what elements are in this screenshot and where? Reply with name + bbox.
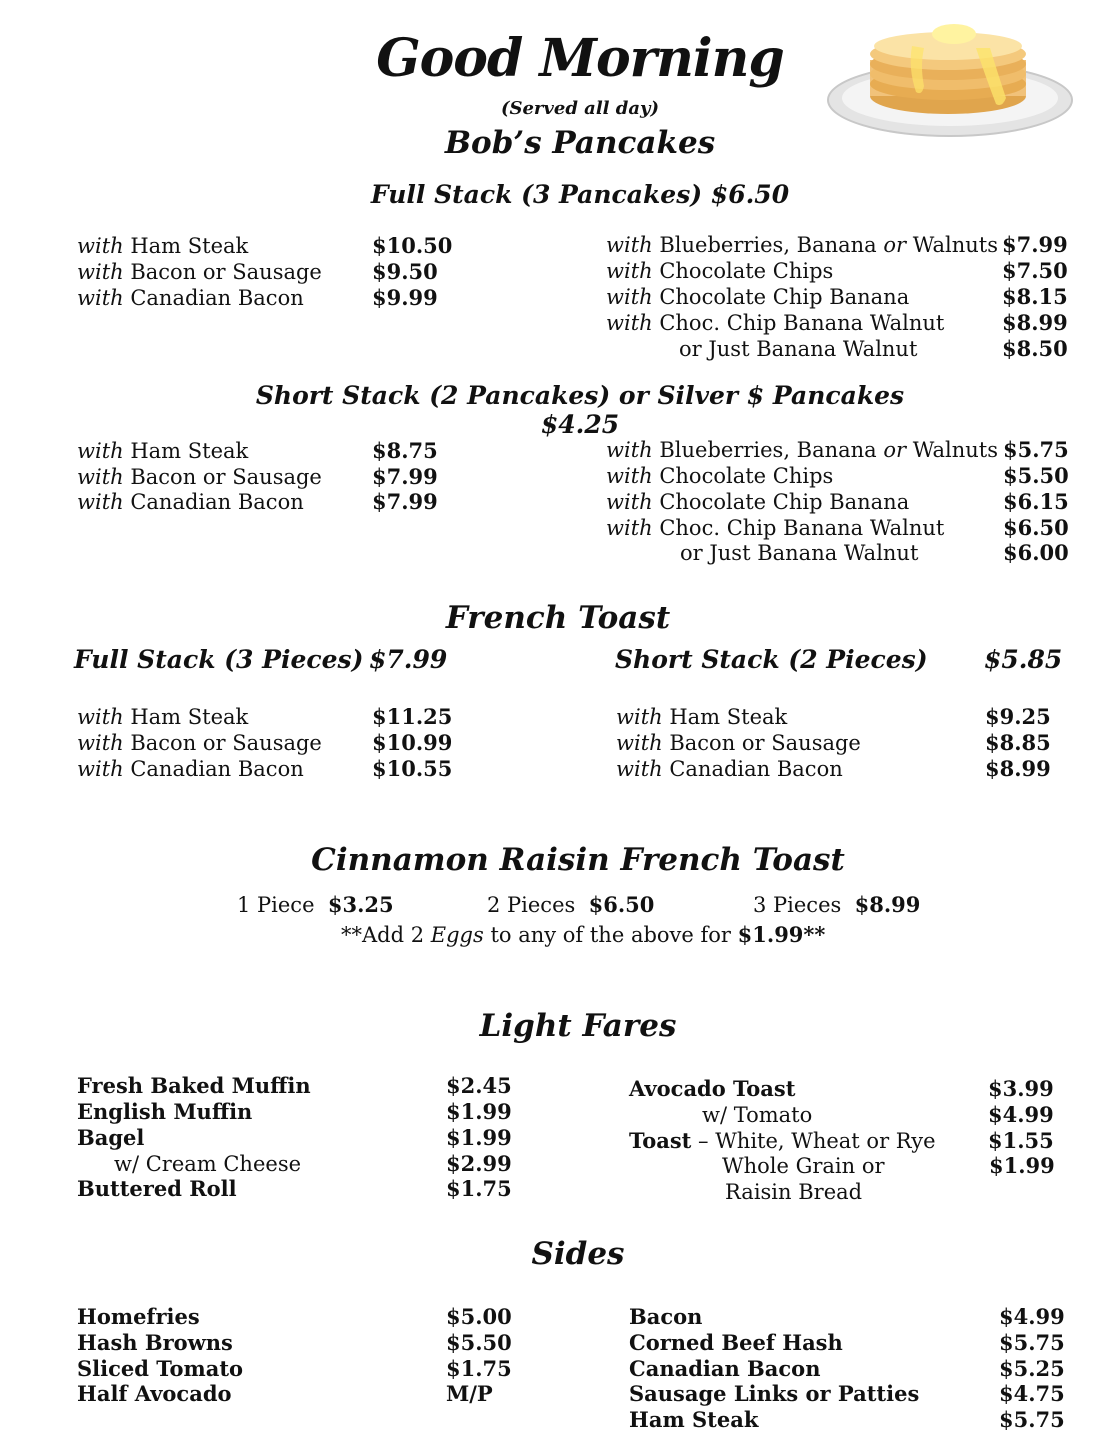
pancakes-heading: Bob’s Pancakes	[444, 125, 716, 161]
price: $5.75	[999, 1330, 1065, 1355]
list-item: with Bacon or Sausage	[77, 465, 322, 489]
full-stack-title: Full Stack (3 Pancakes) $6.50	[370, 180, 790, 209]
price: $8.75	[372, 438, 438, 463]
list-item: Bacon	[629, 1304, 703, 1329]
price: M/P	[446, 1381, 493, 1406]
list-item: with Bacon or Sausage	[616, 731, 861, 755]
price: $1.99	[446, 1099, 512, 1124]
list-item: Avocado Toast	[629, 1076, 796, 1101]
list-item: with Blueberries, Banana or Walnuts	[606, 438, 999, 462]
eggs-note: **Add 2 Eggs to any of the above for $1.99**	[341, 922, 826, 947]
list-item: 2 Pieces $6.50	[487, 892, 655, 917]
list-item: with Canadian Bacon	[77, 286, 304, 310]
price: $10.50	[372, 233, 453, 258]
ft-full-title: Full Stack (3 Pieces)	[74, 645, 364, 674]
ft-short-title: Short Stack (2 Pieces)	[615, 645, 928, 674]
price: $10.55	[372, 756, 453, 781]
price: $7.99	[1002, 232, 1068, 257]
price: $1.75	[446, 1356, 512, 1381]
list-item: Ham Steak	[629, 1407, 759, 1432]
price: $5.25	[999, 1356, 1065, 1381]
list-item: Homefries	[77, 1304, 200, 1329]
list-item: Corned Beef Hash	[629, 1330, 843, 1355]
price: $11.25	[372, 704, 453, 729]
price: $4.99	[999, 1304, 1065, 1329]
list-item: 3 Pieces $8.99	[753, 892, 921, 917]
price: $7.99	[372, 464, 438, 489]
list-item: Hash Browns	[77, 1330, 233, 1355]
short-stack-title: Short Stack (2 Pancakes) or Silver $ Pancakes $4.25	[255, 381, 905, 439]
french-toast-heading: French Toast	[445, 600, 671, 636]
list-item: Sausage Links or Patties	[629, 1381, 920, 1406]
list-item: 1 Piece $3.25	[237, 892, 394, 917]
list-item: Bagel	[77, 1125, 145, 1150]
list-item: with Chocolate Chips	[606, 464, 834, 488]
list-item: Toast – White, Wheat or Rye	[629, 1128, 936, 1153]
list-item: or Just Banana Walnut	[680, 541, 919, 565]
ft-full-price: $7.99	[369, 645, 448, 674]
price: $9.50	[372, 259, 438, 284]
list-item: with Canadian Bacon	[616, 757, 843, 781]
list-item: Buttered Roll	[77, 1176, 237, 1201]
list-item: with Chocolate Chips	[606, 259, 834, 283]
price: $3.99	[988, 1076, 1054, 1101]
list-item: with Canadian Bacon	[77, 757, 304, 781]
list-item: Half Avocado	[77, 1381, 232, 1406]
price: $5.75	[999, 1407, 1065, 1432]
price: $8.99	[985, 756, 1051, 781]
price: $4.75	[999, 1381, 1065, 1406]
sides-heading: Sides	[531, 1236, 625, 1272]
price: $1.75	[446, 1176, 512, 1201]
list-item: with Ham Steak	[616, 705, 788, 729]
list-item: with Ham Steak	[77, 705, 249, 729]
price: $1.99	[989, 1153, 1055, 1178]
served-note: (Served all day)	[500, 98, 660, 119]
list-item: English Muffin	[77, 1099, 253, 1124]
price: $5.00	[446, 1304, 512, 1329]
price: $8.15	[1002, 284, 1068, 309]
page-title: Good Morning	[376, 28, 784, 89]
price: $7.50	[1002, 258, 1068, 283]
list-item: Canadian Bacon	[629, 1356, 821, 1381]
list-item: with Ham Steak	[77, 234, 249, 258]
list-item: or Just Banana Walnut	[679, 337, 918, 361]
pancake-stack-icon	[826, 8, 1076, 140]
list-item: w/ Cream Cheese	[114, 1152, 302, 1176]
list-item: Fresh Baked Muffin	[77, 1073, 311, 1098]
price: $7.99	[372, 489, 438, 514]
price: $2.99	[446, 1151, 512, 1176]
price: $8.99	[1002, 310, 1068, 335]
list-item: with Bacon or Sausage	[77, 731, 322, 755]
list-item: with Bacon or Sausage	[77, 260, 322, 284]
list-item: Sliced Tomato	[77, 1356, 244, 1381]
price: $1.55	[988, 1128, 1054, 1153]
list-item: with Chocolate Chip Banana	[606, 490, 910, 514]
list-item: with Ham Steak	[77, 439, 249, 463]
list-item: Raisin Bread	[725, 1180, 863, 1204]
ft-short-price: $5.85	[984, 645, 1063, 674]
price: $6.50	[1003, 515, 1069, 540]
price: $9.25	[985, 704, 1051, 729]
list-item: w/ Tomato	[702, 1103, 813, 1127]
price: $5.75	[1003, 437, 1069, 462]
list-item: with Canadian Bacon	[77, 490, 304, 514]
price: $6.15	[1003, 489, 1069, 514]
price: $5.50	[1003, 463, 1069, 488]
price: $4.99	[988, 1102, 1054, 1127]
light-fares-heading: Light Fares	[479, 1008, 677, 1044]
list-item: with Blueberries, Banana or Walnuts	[606, 233, 999, 257]
price: $8.50	[1002, 336, 1068, 361]
price: $8.85	[985, 730, 1051, 755]
price: $5.50	[446, 1330, 512, 1355]
price: $2.45	[446, 1073, 512, 1098]
price: $6.00	[1003, 540, 1069, 565]
price: $10.99	[372, 730, 453, 755]
price: $9.99	[372, 285, 438, 310]
list-item: with Chocolate Chip Banana	[606, 285, 910, 309]
cinnamon-heading: Cinnamon Raisin French Toast	[311, 842, 845, 878]
list-item: Whole Grain or	[722, 1154, 885, 1178]
list-item: with Choc. Chip Banana Walnut	[606, 311, 945, 335]
list-item: with Choc. Chip Banana Walnut	[606, 516, 945, 540]
price: $1.99	[446, 1125, 512, 1150]
